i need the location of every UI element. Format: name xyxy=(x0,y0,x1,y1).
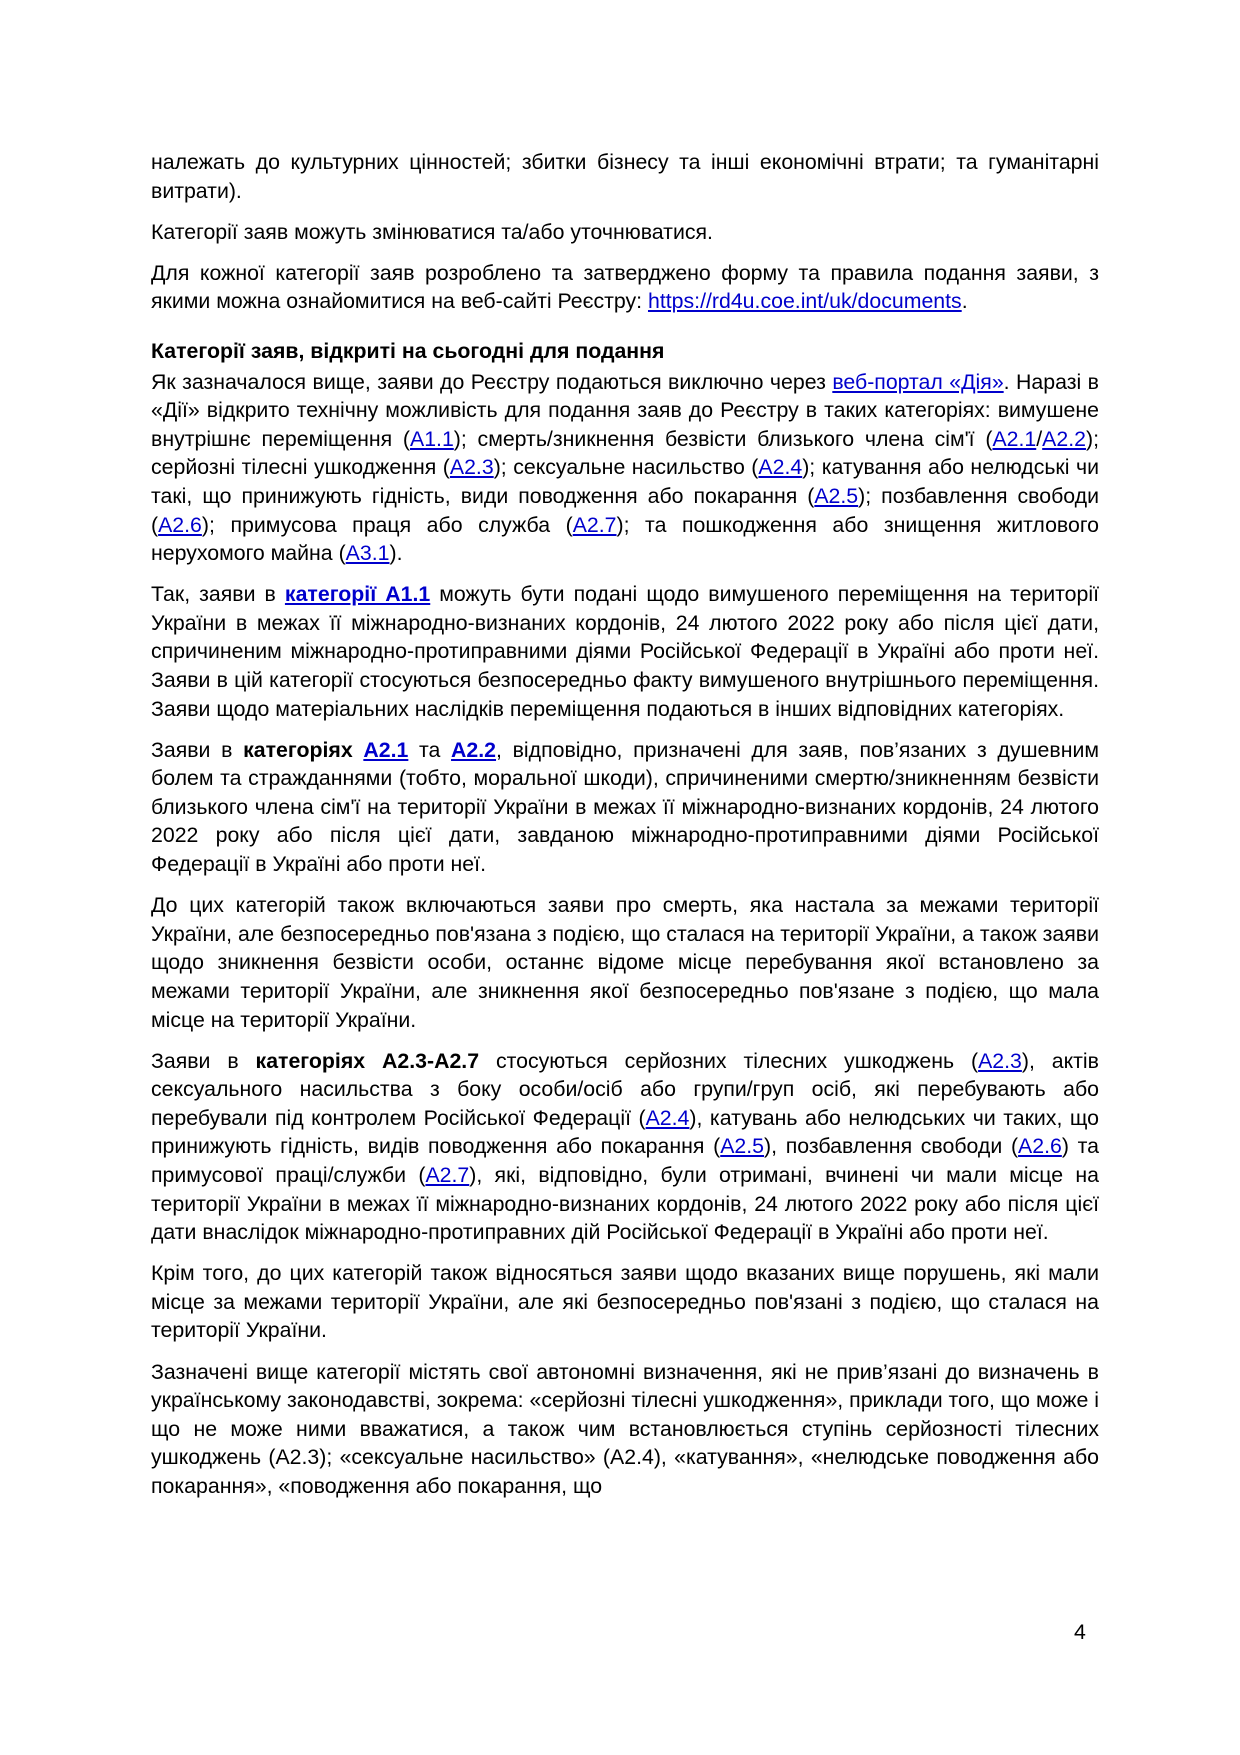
text: ) та примусової праці/служби ( xyxy=(151,1134,1100,1187)
paragraph-categories-a2-3-a2-7 xyxy=(151,1047,1099,1247)
text: ), які, відповідно, були отримані, вчинені чи мали місце на території України в межах її міжнародно-визнаних кордонів, 24 лютого 2022 року або після цієї дати внаслідок міжнародно-протиправних дій Російської Федерації в Україні або проти неї. xyxy=(151,1163,1099,1245)
documents-link[interactable]: https://rd4u.coe.int/uk/documents xyxy=(647,289,962,314)
category-a2-7-link[interactable]: A2.7 xyxy=(572,512,617,537)
paragraph-diia-portal xyxy=(151,368,1099,568)
text: можуть бути подані щодо вимушеного переміщення на території України в межах її міжнародно-визнаних кордонів, 24 лютого 2022 року або після цієї дати, спричиненим міжнародно-протиправними діями Російської Федерації в Україні або проти неї. Заяви в цій категорії стосуються безпосередньо факту вимушеного внутрішнього переміщення. Заяви щодо матеріальних наслідків переміщення подаються в інших відповідних категоріях. xyxy=(151,582,1100,721)
text: . Наразі в «Дії» відкрито технічну можливість для подання заяв до Реєстру в таких категоріях: вимушене внутрішнє переміщення ( xyxy=(151,369,1099,451)
paragraph-death-outside-ukraine: До цих категорій також включаються заяви про смерть, яка настала за межами території України, але безпосередньо пов'язана з подією, що сталася на території України, а також заяви щодо зникнення безвісти особи, останнє відоме місце перебування якої встановлено за межами території України, але зникнення якої безпосередньо пов'язане з подією, що мала місце на території України. xyxy=(151,893,1099,1032)
category-a2-1-link[interactable]: A2.1 xyxy=(992,426,1037,451)
category-a2-6-link[interactable]: A2.6 xyxy=(158,512,202,537)
text: стосуються серйозних тілесних ушкоджень ( xyxy=(479,1048,979,1073)
section-heading-open-categories: Категорії заяв, відкриті на сьогодні для подання xyxy=(151,338,665,363)
paragraph-autonomous-definitions: Зазначені вище категорії містять свої автономні визначення, які не прив’язані до визначень в українському законодавстві, зокрема: «серйозні тілесні ушкодження», приклади того, що може і що не може ними вважатися, а також чим встановлюється ступінь серйозності тілесних ушкоджень (A2.3); «сексуальне насильство» (A2.4), «катування», «нелюдське поводження або покарання», «поводження або покарання, що xyxy=(151,1359,1099,1498)
category-a2-1-bold-link[interactable]: A2.1 xyxy=(363,737,409,762)
text: ); серйозні тілесні ушкодження ( xyxy=(151,426,1099,480)
text: Заяви в xyxy=(151,1048,256,1073)
paragraph-categories-a2-1-a2-2 xyxy=(151,736,1099,879)
text: ); та пошкодження або знищення житлового нерухомого майна ( xyxy=(151,512,1099,566)
text: ); примусова праця або служба ( xyxy=(201,512,573,537)
paragraph-violations-outside-ukraine: Крім того, до цих категорій також відносяться заяви щодо вказаних вище порушень, які мали місце за межами території України, але які безпосередньо пов'язані з подією, що сталася на території України. xyxy=(151,1261,1099,1343)
category-a1-1-bold-link[interactable]: категорії A1.1 xyxy=(284,582,431,607)
page-body xyxy=(151,148,1099,1501)
category-a2-4-link[interactable]: A2.4 xyxy=(645,1105,690,1130)
paragraph-forms-and-rules xyxy=(151,259,1099,316)
category-a2-3-link[interactable]: A2.3 xyxy=(978,1048,1022,1073)
paragraph-category-a1-1 xyxy=(151,580,1099,723)
category-a2-5-link[interactable]: A2.5 xyxy=(720,1134,765,1159)
category-a2-7-link[interactable]: A2.7 xyxy=(425,1163,470,1187)
text: . xyxy=(961,289,968,314)
bold-text: категоріях A2.3-A2.7 xyxy=(255,1048,480,1073)
category-a2-2-link[interactable]: A2.2 xyxy=(1042,426,1086,451)
text: Як зазначалося вище, заяви до Реєстру подаються виключно через xyxy=(151,369,833,394)
page-number: 4 xyxy=(1074,1620,1086,1644)
text: ). xyxy=(389,541,403,566)
diia-portal-link[interactable]: веб-портал «Дія» xyxy=(832,369,1004,394)
text: ), катувань або нелюдських чи таких, що принижують гідність, видів поводження або покарання ( xyxy=(151,1105,1099,1159)
category-a2-3-link[interactable]: A2.3 xyxy=(449,455,494,480)
text: ), актів сексуального насильства з боку особи/осіб або групи/груп осіб, які перебувають або перебували під контролем Російської Федерації ( xyxy=(151,1048,1099,1130)
category-a2-5-link[interactable]: A2.5 xyxy=(814,483,859,508)
category-a2-6-link[interactable]: A2.6 xyxy=(1018,1134,1062,1159)
text: Так, заяви в xyxy=(151,582,285,607)
text: ); позбавлення свободи ( xyxy=(151,483,1099,537)
category-a2-4-link[interactable]: A2.4 xyxy=(758,455,803,480)
paragraph-categories-may-change: Категорії заяв можуть змінюватися та/або уточнюватися. xyxy=(151,219,713,244)
text: та xyxy=(408,737,452,762)
text: ); сексуальне насильство ( xyxy=(493,455,759,480)
category-a3-1-link[interactable]: A3.1 xyxy=(345,541,390,566)
text: ), позбавлення свободи ( xyxy=(764,1134,1019,1159)
text xyxy=(353,738,364,762)
text: Заяви в xyxy=(151,737,244,762)
text: , відповідно, призначені для заяв, пов’язаних з душевним болем та стражданнями (тобто, моральної шкоди), спричиненими смертю/зникненням безвісти близького члена сім'ї на території України в межах її міжнародно-визнаних кордонів, 24 лютого 2022 року або після цієї дати, завданою міжнародно-протиправними діями Російської Федерації в Україні або проти неї. xyxy=(151,737,1100,877)
bold-text: категоріях xyxy=(243,737,353,762)
paragraph-losses-continued: належать до культурних цінностей; збитки бізнесу та інші економічні втрати; та гуманітарні витрати). xyxy=(151,150,1099,203)
text: ); смерть/зникнення безвісти близького члена сім'ї ( xyxy=(453,426,993,451)
text: ); катування або нелюдські чи такі, що принижують гідність, види поводження або покарання ( xyxy=(151,455,1099,508)
category-a2-2-bold-link[interactable]: A2.2 xyxy=(451,737,497,762)
text: Для кожної категорії заяв розроблено та затверджено форму та правила подання заяви, з якими можна ознайомитися на веб-сайті Реєстру: xyxy=(151,260,1099,314)
category-a1-1-link[interactable]: A1.1 xyxy=(409,426,454,451)
text: / xyxy=(1036,426,1043,451)
